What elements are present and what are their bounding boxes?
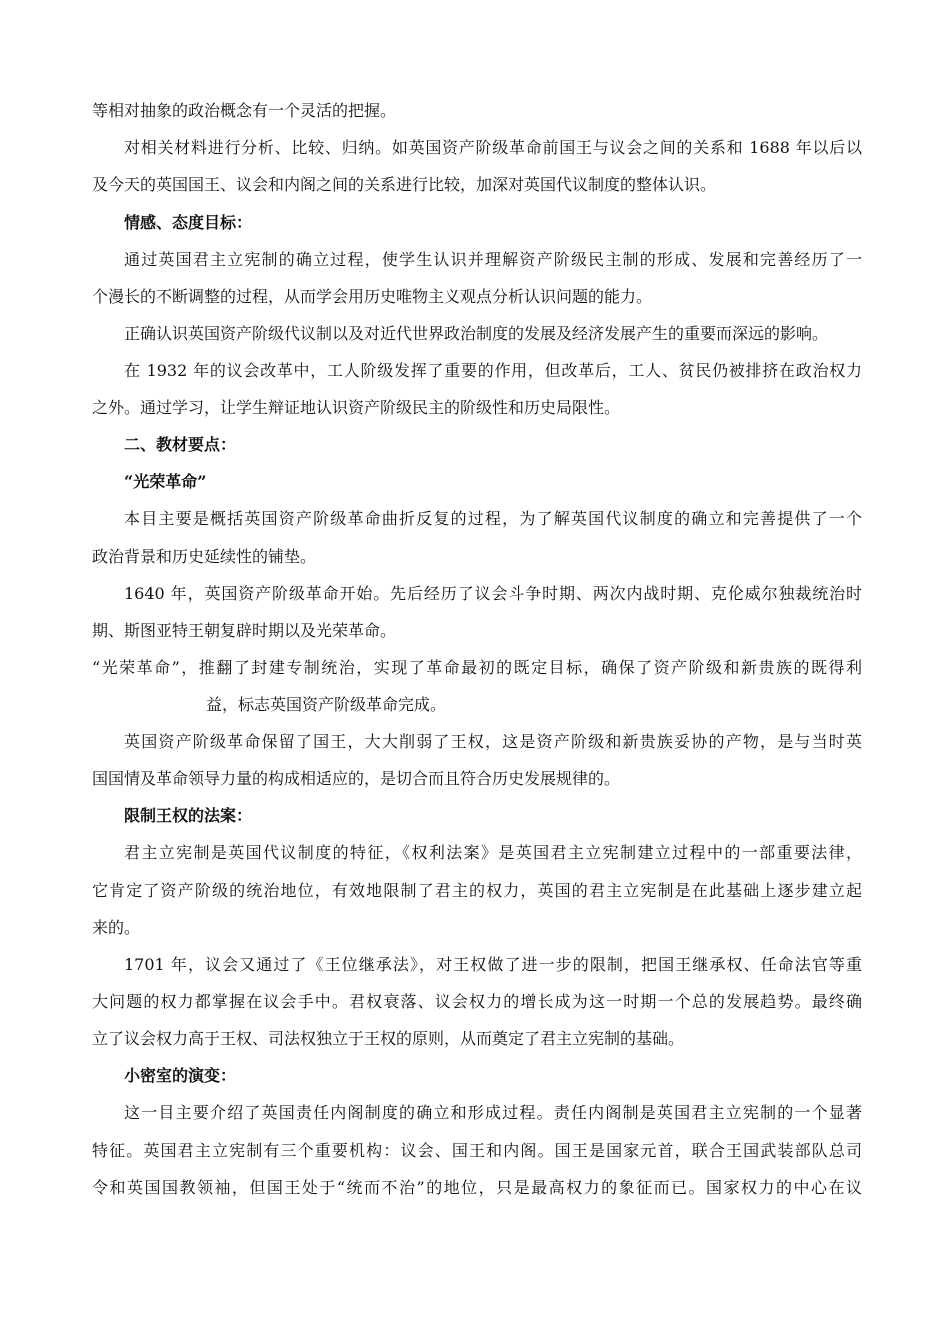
paragraph-line: 个漫长的不断调整的过程，从而学会用历史唯物主义观点分析认识问题的能力。 <box>92 287 653 306</box>
paragraph-line: 之外。通过学习，让学生辩证地认识资产阶级民主的阶级性和历史局限性。 <box>92 398 621 417</box>
subsection-heading: “光荣革命” <box>124 472 207 491</box>
paragraph-line: 等相对抽象的政治概念有一个灵活的把握。 <box>92 101 397 120</box>
paragraph-line: 这一目主要介绍了英国责任内阁制度的确立和形成过程。责任内阁制是英国君主立宪制的一个显著 <box>124 1103 862 1122</box>
paragraph-line: 君主立宪制是英国代议制度的特征，《权利法案》是英国君主立宪制建立过程中的一部重要法律， <box>124 843 862 862</box>
paragraph-line: 1640 年，英国资产阶级革命开始。先后经历了议会斗争时期、两次内战时期、克伦威尔独裁统治时 <box>124 584 862 603</box>
paragraph-line: “光荣革命”，推翻了封建专制统治，实现了革命最初的既定目标，确保了资产阶级和新贵族的既得利 <box>92 658 862 677</box>
paragraph-line: 来的。 <box>92 918 141 937</box>
paragraph-line: 政治背景和历史延续性的铺垫。 <box>92 547 317 566</box>
paragraph-line: 通过英国君主立宪制的确立过程，使学生认识并理解资产阶级民主制的形成、发展和完善经历了一 <box>124 250 862 269</box>
paragraph-line: 特征。英国君主立宪制有三个重要机构：议会、国王和内阁。国王是国家元首，联合王国武装部队总司 <box>92 1141 862 1160</box>
paragraph-line: 1701 年，议会又通过了《王位继承法》，对王权做了进一步的限制，把国王继承权、任命法官等重 <box>124 955 862 974</box>
paragraph-line: 大问题的权力都掌握在议会手中。君权衰落、议会权力的增长成为这一时期一个总的发展趋势。最终确 <box>92 992 862 1011</box>
subsection-heading: 限制王权的法案： <box>124 806 253 825</box>
paragraph-line: 本目主要是概括英国资产阶级革命曲折反复的过程，为了解英国代议制度的确立和完善提供了一个 <box>124 509 862 528</box>
section-heading: 二、教材要点： <box>124 435 237 454</box>
paragraph-line: 及今天的英国国王、议会和内阁之间的关系进行比较，加深对英国代议制度的整体认识。 <box>92 175 717 194</box>
paragraph-line: 正确认识英国资产阶级代议制以及对近代世界政治制度的发展及经济发展产生的重要而深远的影响。 <box>124 324 829 343</box>
paragraph-line: 在 1932 年的议会改革中，工人阶级发挥了重要的作用，但改革后，工人、贫民仍被排挤在政治权力 <box>124 361 862 380</box>
paragraph-line: 英国资产阶级革命保留了国王，大大削弱了王权，这是资产阶级和新贵族妥协的产物，是与当时英 <box>124 732 862 751</box>
paragraph-line: 令和英国国教领袖，但国王处于“统而不治”的地位，只是最高权力的象征而已。国家权力的中心在议 <box>92 1178 862 1197</box>
subsection-heading: 小密室的演变： <box>124 1066 237 1085</box>
paragraph-line: 对相关材料进行分析、比较、归纳。如英国资产阶级革命前国王与议会之间的关系和 1688 年以后以 <box>124 138 862 157</box>
paragraph-line: 国国情及革命领导力量的构成相适应的，是切合而且符合历史发展规律的。 <box>92 769 621 788</box>
paragraph-line: 期、斯图亚特王朝复辟时期以及光荣革命。 <box>92 621 397 640</box>
paragraph-line: 立了议会权力高于王权、司法权独立于王权的原则，从而奠定了君主立宪制的基础。 <box>92 1029 685 1048</box>
paragraph-line: 它肯定了资产阶级的统治地位，有效地限制了君主的权力，英国的君主立宪制是在此基础上逐步建立起 <box>92 881 862 900</box>
paragraph-line: 益，标志英国资产阶级革命完成。 <box>206 695 447 714</box>
section-heading: 情感、态度目标： <box>124 213 253 232</box>
